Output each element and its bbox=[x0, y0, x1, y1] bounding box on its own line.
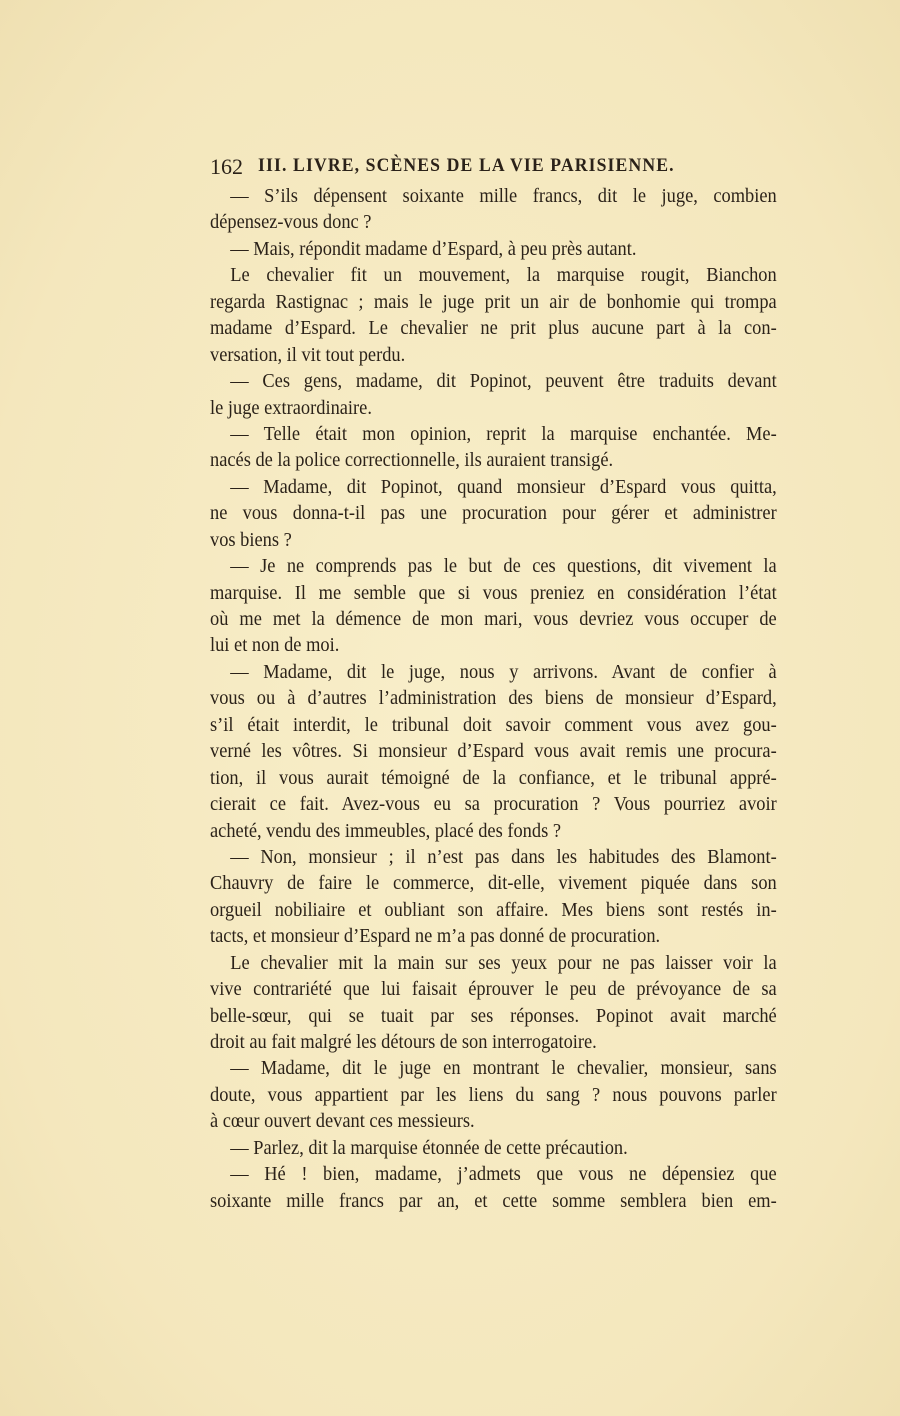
text-line: — Madame, dit Popinot, quand monsieur d’Espard vous quitta, bbox=[230, 475, 777, 498]
text-line: — Telle était mon opinion, reprit la marquise enchantée. Me- bbox=[230, 422, 777, 445]
page-number: 162 bbox=[210, 154, 243, 179]
text-line: vos biens ? bbox=[210, 528, 292, 551]
text-line: vive contrariété que lui faisait éprouver le peu de prévoyance de sa bbox=[210, 978, 777, 1001]
text-line: — Ces gens, madame, dit Popinot, peuvent être traduits devant bbox=[230, 370, 777, 393]
text-line: versation, il vit tout perdu. bbox=[210, 343, 406, 366]
text-line: s’il était interdit, le tribunal doit savoir comment vous avez gou- bbox=[210, 713, 777, 736]
text-line: droit au fait malgré les détours de son interrogatoire. bbox=[210, 1031, 597, 1053]
text-line: Chauvry de faire le commerce, dit-elle, vivement piquée dans son bbox=[210, 872, 777, 895]
text-line: nacés de la police correctionnelle, ils auraient transigé. bbox=[210, 449, 614, 472]
text-line: Le chevalier fit un mouvement, la marquise rougit, Bianchon bbox=[230, 264, 777, 287]
text-line: — Non, monsieur ; il n’est pas dans les habitudes des Blamont- bbox=[230, 845, 777, 868]
text-line: ne vous donna-t-il pas une procuration pour gérer et administrer bbox=[210, 502, 777, 525]
text-line: — Parlez, dit la marquise étonnée de cette précaution. bbox=[230, 1136, 628, 1159]
text-line: doute, vous appartient par les liens du sang ? nous pouvons parler bbox=[210, 1083, 777, 1106]
text-line: — Madame, dit le juge, nous y arrivons. Avant de confier à bbox=[230, 660, 777, 683]
text-line: acheté, vendu des immeubles, placé des fonds ? bbox=[210, 819, 562, 842]
text-line: belle-sœur, qui se tuait par ses réponses. Popinot avait marché bbox=[210, 1004, 777, 1027]
text-line: cierait ce fait. Avez-vous eu sa procuration ? Vous pourriez avoir bbox=[210, 793, 777, 816]
running-header bbox=[210, 154, 810, 182]
body-text bbox=[210, 183, 777, 1214]
text-line: regarda Rastignac ; mais le juge prit un air de bonhomie qui trompa bbox=[210, 290, 777, 313]
text-line: verné les vôtres. Si monsieur d’Espard vous avait remis une procura- bbox=[210, 740, 777, 763]
text-line: — Mais, répondit madame d’Espard, à peu près autant. bbox=[230, 237, 637, 260]
text-line: Le chevalier mit la main sur ses yeux pour ne pas laisser voir la bbox=[230, 951, 777, 974]
text-line: vous ou à d’autres l’administration des biens de monsieur d’Espard, bbox=[210, 687, 777, 710]
text-line: soixante mille francs par an, et cette somme semblera bien em- bbox=[210, 1189, 777, 1212]
text-line: madame d’Espard. Le chevalier ne prit plus aucune part à la con- bbox=[210, 317, 777, 340]
text-line: tacts, et monsieur d’Espard ne m’a pas donné de procuration. bbox=[210, 925, 661, 948]
text-line: dépensez-vous donc ? bbox=[210, 211, 372, 234]
text-line: orgueil nobiliaire et oubliant son affaire. Mes biens sont restés in- bbox=[210, 898, 777, 921]
running-title: III. LIVRE, SCÈNES DE LA VIE PARISIENNE. bbox=[258, 155, 675, 176]
text-line: lui et non de moi. bbox=[210, 634, 340, 657]
text-line: — Madame, dit le juge en montrant le chevalier, monsieur, sans bbox=[230, 1057, 777, 1080]
text-line: le juge extraordinaire. bbox=[210, 396, 372, 419]
text-line: marquise. Il me semble que si vous preniez en considération l’état bbox=[210, 581, 777, 604]
text-line: tion, il vous aurait témoigné de la confiance, et le tribunal appré- bbox=[210, 766, 777, 789]
text-line: à cœur ouvert devant ces messieurs. bbox=[210, 1110, 475, 1133]
text-line: — Je ne comprends pas le but de ces questions, dit vivement la bbox=[230, 555, 777, 578]
text-line: où me met la démence de mon mari, vous devriez vous occuper de bbox=[210, 608, 777, 630]
text-line: — Hé ! bien, madame, j’admets que vous ne dépensiez que bbox=[230, 1163, 777, 1186]
text-line: — S’ils dépensent soixante mille francs, dit le juge, combien bbox=[230, 185, 777, 207]
